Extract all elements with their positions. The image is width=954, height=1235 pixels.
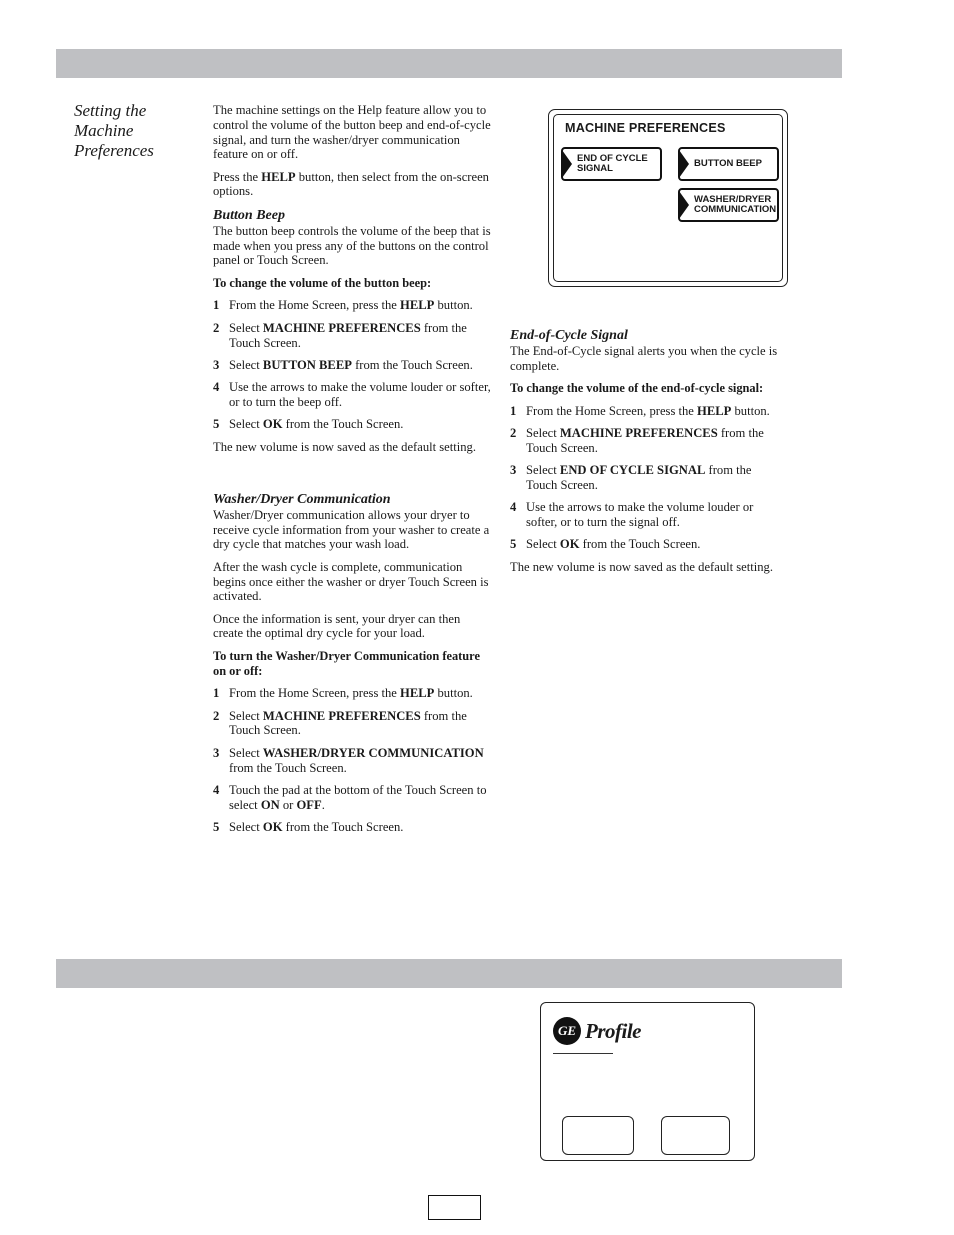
header-band xyxy=(56,49,842,78)
washer-dryer-step: 4 Touch the pad at the bottom of the Touch Screen to select ON or OFF. xyxy=(213,782,487,812)
end-of-cycle-closing: The new volume is now saved as the default setting. xyxy=(510,559,774,574)
washer-dryer-step: 5 Select OK from the Touch Screen. xyxy=(213,819,404,834)
section-band xyxy=(56,959,842,988)
column-left xyxy=(213,103,491,842)
washer-dryer-step: 1 From the Home Screen, press the HELP button. xyxy=(213,686,473,701)
ge-logo-icon: GE xyxy=(553,1017,581,1045)
washer-dryer-p3: Once the information is sent, your dryer can then create the optimal dry cycle for your load. xyxy=(213,611,461,641)
washer-dryer-p2: After the wash cycle is complete, communication begins once either the washer or dryer Touch Screen is activated. xyxy=(213,559,489,604)
button-beep-closing: The new volume is now saved as the default setting. xyxy=(213,439,477,454)
page-number-box xyxy=(428,1195,481,1220)
end-of-cycle-step: 5 Select OK from the Touch Screen. xyxy=(510,537,701,552)
section-title: Setting the Machine Preferences xyxy=(74,101,154,160)
end-of-cycle-step: 1 From the Home Screen, press the HELP button. xyxy=(510,403,770,418)
button-beep-button[interactable]: BUTTON BEEP xyxy=(678,147,779,181)
profile-logo-text: Profile xyxy=(585,1018,641,1043)
machine-preferences-screen xyxy=(548,109,788,287)
end-of-cycle-step: 2 Select MACHINE PREFERENCES from the Touch Screen. xyxy=(510,426,764,455)
end-of-cycle-signal-button[interactable]: END OF CYCLE SIGNAL xyxy=(561,147,662,181)
intro-paragraph: The machine settings on the Help feature allow you to control the volume of the button beep and end-of-cycle signal, and turn the washer/dryer communication feature on or off. xyxy=(213,103,491,162)
button-beep-heading: Button Beep xyxy=(213,207,285,223)
washer-dryer-communication-button[interactable]: WASHER/DRYER COMMUNICATION xyxy=(678,188,779,222)
profile-screen xyxy=(540,1002,755,1161)
button-beep-description: The button beep controls the volume of the beep that is made when you press any of the buttons on the control panel or Touch Screen. xyxy=(213,223,491,268)
button-beep-step: 5 Select OK from the Touch Screen. xyxy=(213,417,404,432)
intro-help-paragraph: Press the HELP button, then select from the on-screen options. xyxy=(213,169,489,199)
end-of-cycle-step: 3 Select END OF CYCLE SIGNAL from the Touch Screen. xyxy=(510,463,752,493)
screen-title: MACHINE PREFERENCES xyxy=(565,121,726,135)
end-of-cycle-description: The End-of-Cycle signal alerts you when the cycle is complete. xyxy=(510,344,778,373)
left-touch-pad[interactable] xyxy=(562,1116,634,1155)
button-beep-step: 2 Select MACHINE PREFERENCES from the Touch Screen. xyxy=(213,320,467,350)
end-of-cycle-step: 4 Use the arrows to make the volume louder or softer, or to turn the signal off. xyxy=(510,500,754,530)
logo-underline xyxy=(553,1053,613,1054)
screen-frame xyxy=(553,114,783,282)
button-beep-lead: To change the volume of the button beep: xyxy=(213,275,432,290)
button-beep-step: 1 From the Home Screen, press the HELP button. xyxy=(213,298,473,313)
washer-dryer-step: 3 Select WASHER/DRYER COMMUNICATION from the Touch Screen. xyxy=(213,745,484,775)
washer-dryer-heading: Washer/Dryer Communication xyxy=(213,491,391,507)
right-touch-pad[interactable] xyxy=(661,1116,730,1155)
washer-dryer-p1: Washer/Dryer communication allows your dryer to receive cycle information from your washer to create a dry cycle that matches your wash load. xyxy=(213,507,490,552)
end-of-cycle-lead: To change the volume of the end-of-cycle signal: xyxy=(510,381,764,396)
washer-dryer-lead: To turn the Washer/Dryer Communication feature on or off: xyxy=(213,648,480,678)
button-beep-step: 3 Select BUTTON BEEP from the Touch Screen. xyxy=(213,357,473,372)
profile-logo xyxy=(553,1017,641,1045)
column-right xyxy=(510,327,785,582)
button-beep-step: 4 Use the arrows to make the volume louder or softer, or to turn the beep off. xyxy=(213,380,491,409)
end-of-cycle-heading: End-of-Cycle Signal xyxy=(510,328,628,343)
washer-dryer-step: 2 Select MACHINE PREFERENCES from the Touch Screen. xyxy=(213,708,467,738)
